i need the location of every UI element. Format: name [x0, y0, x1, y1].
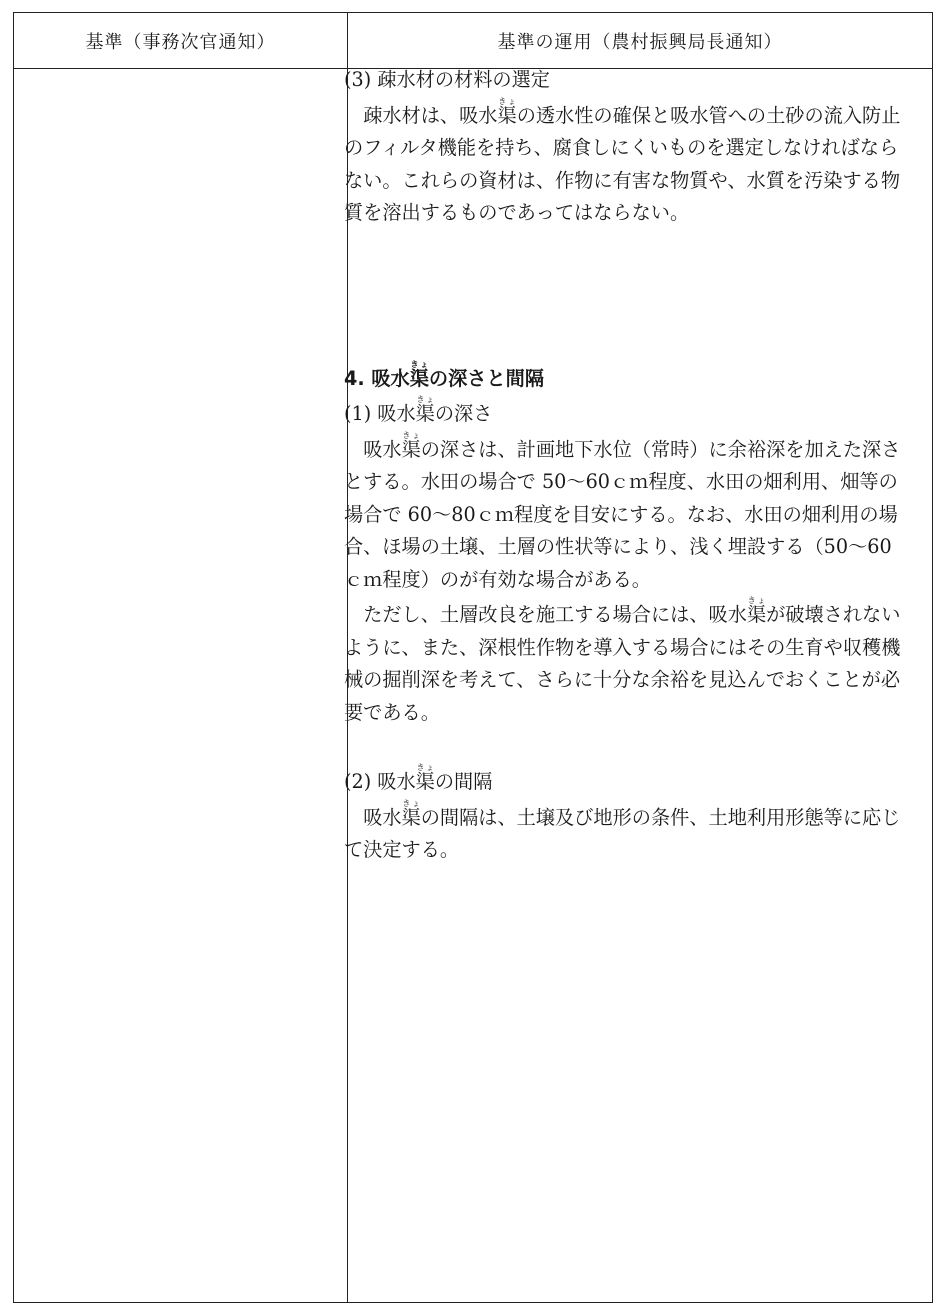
table-header-row [14, 13, 932, 69]
ruby-kyo: 渠きょ [415, 395, 435, 425]
subheading-2-spacing: (2) 吸水渠きょの間隔 [344, 763, 493, 793]
header-standard-operation: 基準の運用（農村振興局長通知） [497, 32, 783, 53]
ruby-kyo: 渠きょ [497, 96, 517, 127]
ruby-kyo: 渠きょ [401, 798, 421, 829]
paragraph-spacing: 吸水渠きょの間隔は、土壌及び地形の条件、土地利用形態等に応じて決定する。 [344, 798, 901, 861]
subheading-1-depth: (1) 吸水渠きょの深さ [344, 395, 493, 425]
spacer [344, 230, 910, 360]
paragraph-drainage-material: 疎水材は、吸水渠きょの透水性の確保と吸水管への土砂の流入防止のフィルタ機能を持ち、腐食しにくいものを選定しなければならない。これらの資材は、作物に有害な物質や、水質を汚染する物質を溶出するものであってはならない。 [344, 96, 901, 224]
ruby-kyo: 渠きょ [415, 763, 435, 793]
header-standard: 基準（事務次官通知） [85, 32, 276, 53]
paragraph-depth-caution: ただし、土層改良を施工する場合には、吸水渠きょが破壊されないように、また、深根性作物を導入する場合にはその生育や収穫機械の掘削深を考えて、さらに十分な余裕を見込んでおくことが必要である。 [344, 596, 901, 724]
section-heading-4: 4. 吸水渠きょの深さと間隔 [344, 359, 545, 390]
operation-column-body [344, 64, 910, 867]
ruby-kyo: 渠きょ [409, 359, 429, 390]
subheading-3-drainage-material: (3) 疎水材の材料の選定 [344, 68, 550, 91]
ruby-kyo: 渠きょ [746, 596, 767, 626]
spacer [344, 729, 910, 763]
paragraph-depth: 吸水渠きょの深さは、計画地下水位（常時）に余裕深を加えた深さとする。水田の場合で 50〜60ｃｍ程度、水田の畑利用、畑等の場合で 60〜80ｃｍ程度を目安にする。なお、水田の畑利用の場合、ほ場の土壌、土層の性状等により、浅く埋設する（50〜60ｃｍ程度）のが有効な場合がある。 [344, 430, 901, 591]
ruby-kyo: 渠きょ [401, 430, 421, 461]
